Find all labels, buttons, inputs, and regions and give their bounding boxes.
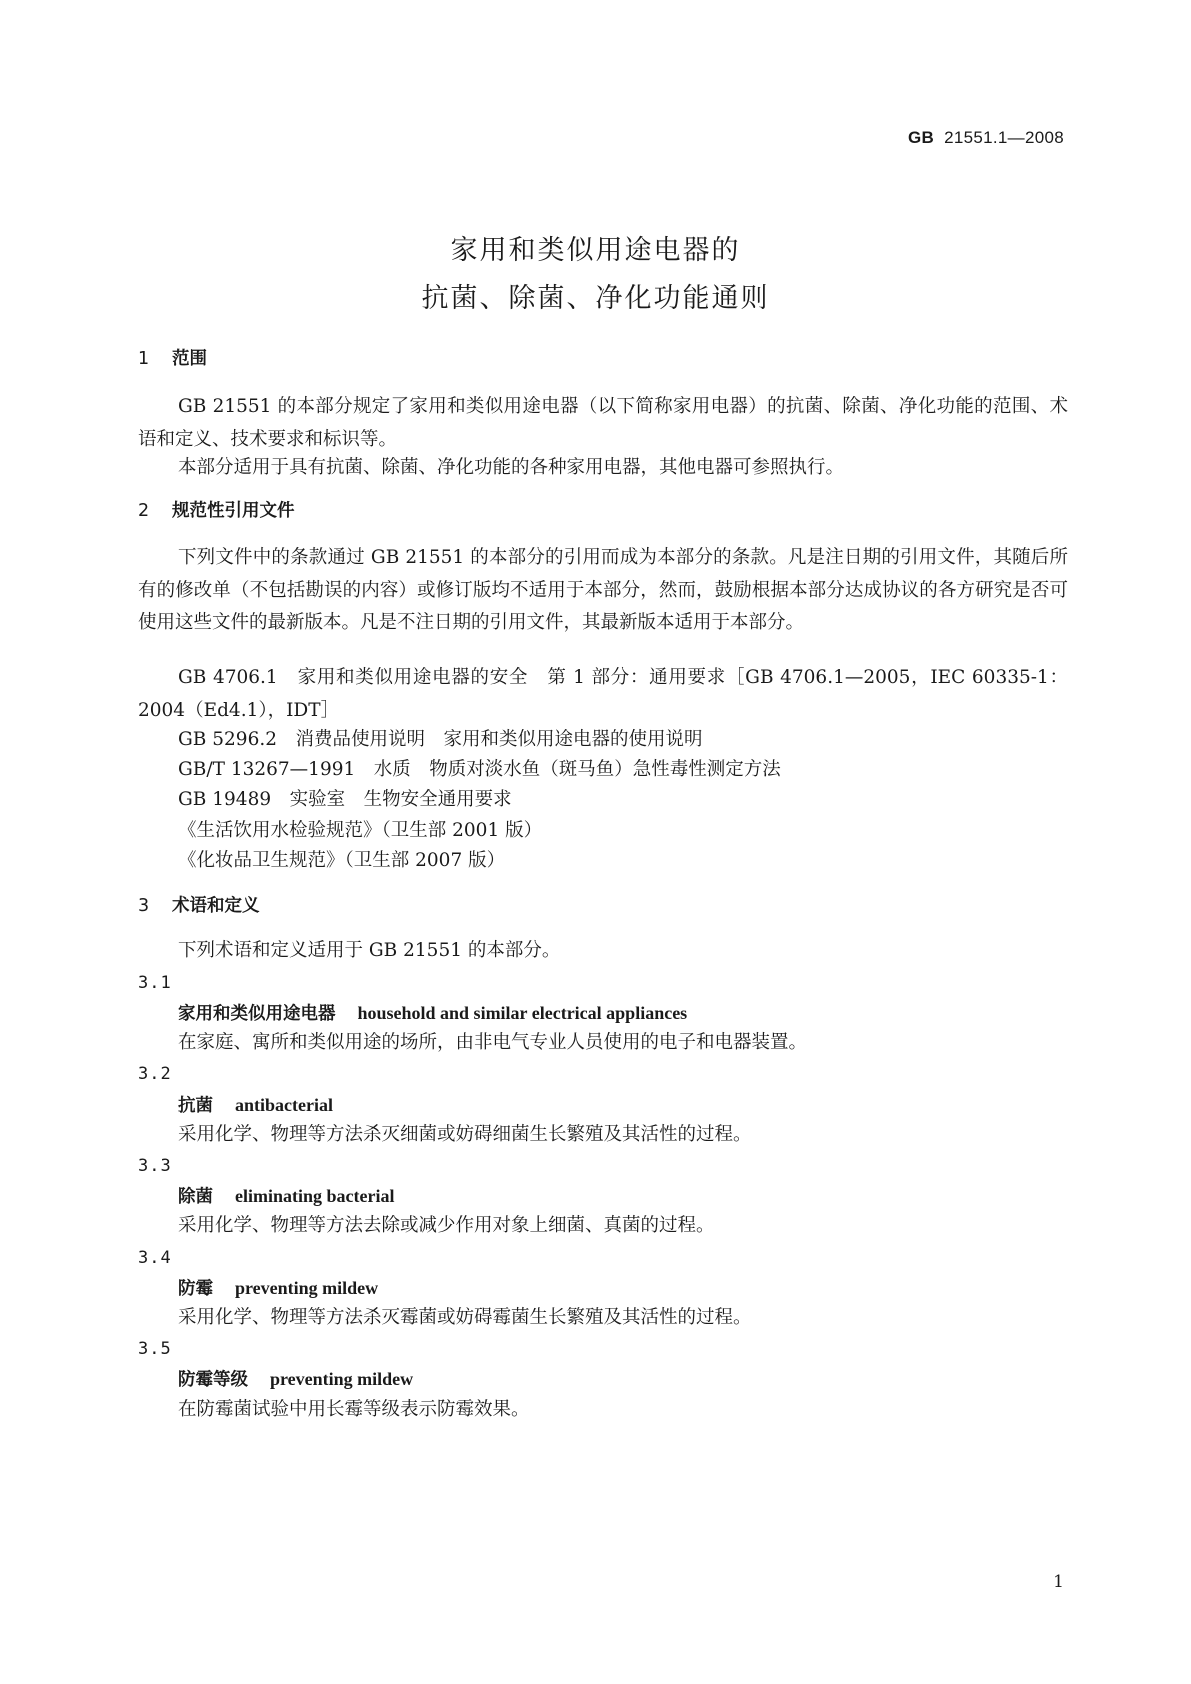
terms-intro-paragraph: 下列术语和定义适用于 GB 21551 的本部分。 bbox=[178, 940, 561, 961]
section-title: 范围 bbox=[172, 349, 207, 369]
scope-paragraph-2: 本部分适用于具有抗菌、除菌、净化功能的各种家用电器，其他电器可参照执行。 bbox=[178, 457, 845, 478]
reference-item: GB 19489 实验室 生物安全通用要求 bbox=[178, 789, 512, 810]
document-title-line-2: 抗菌、除菌、净化功能通则 bbox=[421, 283, 770, 314]
clause-number: 3.4 bbox=[138, 1248, 172, 1268]
term-english: antibacterial bbox=[235, 1095, 333, 1115]
term-entry bbox=[178, 1092, 333, 1119]
term-chinese: 抗菌 bbox=[178, 1096, 213, 1116]
clause-number: 3.2 bbox=[138, 1064, 172, 1084]
term-english: household and similar electrical appliances bbox=[357, 1003, 688, 1023]
section-heading-normative-references bbox=[138, 498, 295, 524]
term-entry bbox=[178, 1000, 687, 1027]
section-number: 1 bbox=[138, 349, 150, 369]
term-definition: 采用化学、物理等方法杀灭细菌或妨碍细菌生长繁殖及其活性的过程。 bbox=[178, 1124, 752, 1145]
term-chinese: 家用和类似用途电器 bbox=[178, 1004, 336, 1024]
clause-number: 3.3 bbox=[138, 1156, 172, 1176]
term-definition: 采用化学、物理等方法杀灭霉菌或妨碍霉菌生长繁殖及其活性的过程。 bbox=[178, 1307, 752, 1328]
term-entry bbox=[178, 1275, 378, 1302]
reference-item: 《化妆品卫生规范》（卫生部 2007 版） bbox=[178, 850, 506, 871]
term-definition: 在防霉菌试验中用长霉等级表示防霉效果。 bbox=[178, 1399, 530, 1420]
reference-item: GB 4706.1 家用和类似用途电器的安全 第 1 部分：通用要求［GB 4706.1—2005，IEC 60335-1：2004（Ed4.1），IDT］ bbox=[138, 667, 1068, 721]
clause-number: 3.5 bbox=[138, 1339, 172, 1359]
clause-number: 3.1 bbox=[138, 973, 172, 993]
reference-item: GB/T 13267—1991 水质 物质对淡水鱼（斑马鱼）急性毒性测定方法 bbox=[178, 759, 781, 780]
term-chinese: 除菌 bbox=[178, 1187, 213, 1207]
section-title: 术语和定义 bbox=[172, 896, 260, 916]
section-heading-terms bbox=[138, 893, 260, 919]
term-definition: 在家庭、寓所和类似用途的场所，由非电气专业人员使用的电子和电器装置。 bbox=[178, 1032, 808, 1053]
term-english: eliminating bacterial bbox=[235, 1186, 395, 1206]
reference-item: GB 5296.2 消费品使用说明 家用和类似用途电器的使用说明 bbox=[178, 729, 703, 750]
standard-prefix: GB bbox=[907, 128, 935, 147]
term-definition: 采用化学、物理等方法去除或减少作用对象上细菌、真菌的过程。 bbox=[178, 1215, 715, 1236]
section-number: 3 bbox=[138, 896, 150, 916]
standard-code: 21551.1—2008 bbox=[944, 128, 1064, 147]
term-chinese: 防霉 bbox=[178, 1279, 213, 1299]
term-entry bbox=[178, 1366, 413, 1393]
references-intro-paragraph: 下列文件中的条款通过 GB 21551 的本部分的引用而成为本部分的条款。凡是注日期的引用文件，其随后所有的修改单（不包括勘误的内容）或修订版均不适用于本部分，然而，鼓励根据本部分达成协议的各方研究是否可使用这些文件的最新版本。凡是不注日期的引用文件，其最新版本适用于本部分。 bbox=[138, 547, 1068, 633]
section-heading-scope bbox=[138, 346, 207, 372]
section-number: 2 bbox=[138, 501, 150, 521]
reference-item: 《生活饮用水检验规范》（卫生部 2001 版） bbox=[178, 820, 543, 841]
section-title: 规范性引用文件 bbox=[172, 501, 295, 521]
standard-number bbox=[908, 128, 1064, 148]
term-entry bbox=[178, 1183, 394, 1210]
term-english: preventing mildew bbox=[270, 1369, 414, 1389]
term-english: preventing mildew bbox=[235, 1278, 379, 1298]
scope-paragraph-1: GB 21551 的本部分规定了家用和类似用途电器（以下简称家用电器）的抗菌、除菌、净化功能的范围、术语和定义、技术要求和标识等。 bbox=[138, 396, 1068, 450]
document-title-line-1: 家用和类似用途电器的 bbox=[450, 235, 741, 266]
page-number: 1 bbox=[1053, 1572, 1064, 1592]
term-chinese: 防霉等级 bbox=[178, 1370, 248, 1390]
